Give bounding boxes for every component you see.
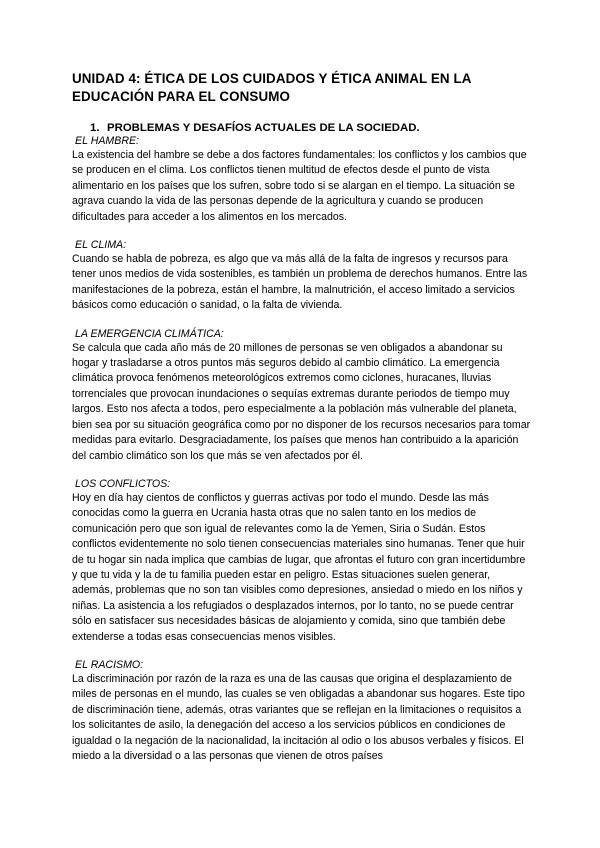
subsection-conflictos <box>72 478 532 645</box>
subsection-emergencia-climatica <box>72 328 532 464</box>
subsection-hambre <box>72 135 532 225</box>
section-heading <box>72 122 532 135</box>
subsection-paragraph: Cuando se habla de pobreza, es algo que va más allá de la falta de ingresos y recursos para tener unos medios de vida sostenibles, es también un problema de derechos humanos. Entre las manifestaciones de la pobreza, están el hambre, la malnutrición, el acceso limitado a servicios básicos como educación o sanidad, o la falta de vivienda. <box>72 253 528 312</box>
subsection-racismo <box>72 659 532 764</box>
subsection-heading: EL CLIMA: <box>75 239 127 252</box>
document-title: UNIDAD 4: ÉTICA DE LOS CUIDADOS Y ÉTICA ANIMAL EN LA EDUCACIÓN PARA EL CONSUMO <box>72 71 472 104</box>
subsection-paragraph: Hoy en día hay cientos de conflictos y guerras activas por todo el mundo. Desde las más conocidas como la guerra en Ucrania hasta otras que no salen tanto en los medios de comunicación pero que son igual de relevantes como la de Yemen, Siria o Sudán. Estos conflictos evidentemente no solo tienen consecuencias materiales sino humanas. Tener que huir de tu hogar sin nada implica que cambias de lugar, que afrontas el futuro con gran incertidumbre y que tu vida y la de tu familia pueden estar en peligro. Estas situaciones suelen generar, además, problemas que no son tan visibles como depresiones, ansiedad o miedo en los niños y niñas. La asistencia a los refugiados o desplazados internos, por lo tanto, no se puede centrar sólo en satisfacer sus necesidades básicas de alojamiento y comida, sino que también debe extenderse a todas esas consecuencias menos visibles. <box>72 491 526 643</box>
section-title: PROBLEMAS Y DESAFÍOS ACTUALES DE LA SOCIEDAD. <box>107 122 420 134</box>
subsection-paragraph: Se calcula que cada año más de 20 millones de personas se ven obligados a abandonar su hogar y trasladarse a otros puntos más seguros debido al cambio climático. La emergencia climática provoca fenómenos meteorológicos extremos como ciclones, huracanes, lluvias torrenciales que provocan inundaciones o sequías extremas durante periodos de tiempo muy largos. Esto nos afecta a todos, pero especialmente a la población más vulnerable del planeta, bien sea por su situación geográfica como por no disponer de los recursos necesarios para tomar medidas para evitarlo. Desgraciadamente, los países que menos han contribuido a la aparición del cambio climático son los que más se ven afectados por él. <box>72 341 531 462</box>
document-page <box>72 70 532 778</box>
subsection-paragraph: La discriminación por razón de la raza es una de las causas que origina el desplazamiento de miles de personas en el mundo, las cuales se ven obligadas a abandonar sus hogares. Este tipo de discriminación tiene, además, otras variantes que se reflejan en la limitaciones o requisitos a los solicitantes de asilo, la denegación del acceso a los servicios públicos en condiciones de igualdad o la negación de la nacionalidad, la incitación al odio o los abusos verbales y físicos. El miedo a la diversidad o a las personas que vienen de otros países <box>72 672 525 762</box>
subsection-clima <box>72 239 532 314</box>
section-number: 1. <box>90 122 100 134</box>
subsection-heading: LOS CONFLICTOS: <box>75 477 171 490</box>
subsection-paragraph: La existencia del hambre se debe a dos factores fundamentales: los conflictos y los cambios que se producen en el clima. Los conflictos tienen multitud de efectos desde el punto de vista alimentario en los países que los sufren, sobre todo si se alargan en el tiempo. La situación se agrava cuando la vida de las personas depende de la agricultura y cuando se producen dificultades para acceder a los alimentos en los mercados. <box>72 149 527 223</box>
subsection-heading: EL HAMBRE: <box>75 135 139 147</box>
subsection-heading: EL RACISMO: <box>75 658 144 671</box>
subsection-heading: LA EMERGENCIA CLIMÁTICA: <box>75 327 224 340</box>
